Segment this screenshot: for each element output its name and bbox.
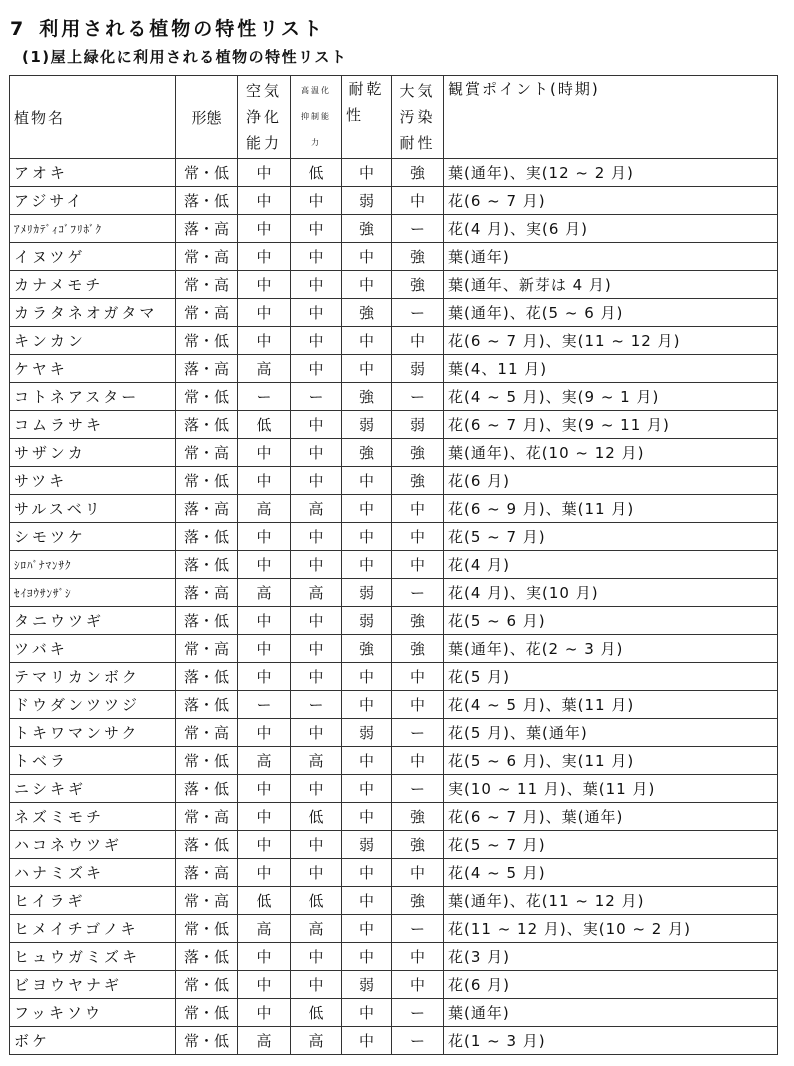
header-form: 形態 xyxy=(176,76,238,159)
header-drought-tolerance xyxy=(342,76,392,159)
header-line: 浄化 xyxy=(245,108,282,126)
cell-viewing-point: 葉(通年) xyxy=(444,999,778,1027)
cell-viewing-point: 花(1 ~ 3 月) xyxy=(444,1027,778,1055)
cell-air-purification: 中 xyxy=(238,943,291,971)
cell-form: 常・高 xyxy=(176,719,238,747)
section-heading xyxy=(10,14,325,41)
header-heat-suppression xyxy=(291,76,342,159)
cell-air-purification: 中 xyxy=(238,635,291,663)
cell-pollution-tolerance: 中 xyxy=(392,495,444,523)
cell-drought-tolerance: 中 xyxy=(342,1027,392,1055)
cell-drought-tolerance: 中 xyxy=(342,523,392,551)
cell-drought-tolerance: 中 xyxy=(342,551,392,579)
cell-air-purification: 低 xyxy=(238,411,291,439)
cell-plant-name: ケヤキ xyxy=(10,355,176,383)
cell-viewing-point: 花(6 月) xyxy=(444,971,778,999)
table-row xyxy=(10,691,778,719)
cell-drought-tolerance: 弱 xyxy=(342,831,392,859)
cell-viewing-point: 花(4 ~ 5 月)、葉(11 月) xyxy=(444,691,778,719)
cell-form: 常・高 xyxy=(176,243,238,271)
cell-drought-tolerance: 中 xyxy=(342,663,392,691)
cell-plant-name: ネズミモチ xyxy=(10,803,176,831)
cell-viewing-point: 花(4 ~ 5 月)、実(9 ~ 1 月) xyxy=(444,383,778,411)
cell-viewing-point: 葉(通年)、実(12 ~ 2 月) xyxy=(444,159,778,187)
cell-air-purification: ー xyxy=(238,691,291,719)
cell-form: 落・高 xyxy=(176,495,238,523)
table-row xyxy=(10,943,778,971)
cell-drought-tolerance: 強 xyxy=(342,439,392,467)
cell-viewing-point: 葉(通年) xyxy=(444,243,778,271)
cell-drought-tolerance: 中 xyxy=(342,915,392,943)
table-row xyxy=(10,551,778,579)
cell-plant-name: サツキ xyxy=(10,467,176,495)
cell-pollution-tolerance: 中 xyxy=(392,551,444,579)
cell-air-purification: 中 xyxy=(238,523,291,551)
cell-pollution-tolerance: 中 xyxy=(392,523,444,551)
cell-plant-name: ニシキギ xyxy=(10,775,176,803)
cell-pollution-tolerance: 強 xyxy=(392,159,444,187)
cell-plant-name: イヌツゲ xyxy=(10,243,176,271)
cell-heat-suppression: 中 xyxy=(291,271,342,299)
cell-heat-suppression: 中 xyxy=(291,831,342,859)
cell-drought-tolerance: 中 xyxy=(342,159,392,187)
cell-plant-name: ヒュウガミズキ xyxy=(10,943,176,971)
cell-heat-suppression: 中 xyxy=(291,439,342,467)
cell-viewing-point: 花(6 ~ 7 月) xyxy=(444,187,778,215)
cell-plant-name: アオキ xyxy=(10,159,176,187)
cell-heat-suppression: 低 xyxy=(291,159,342,187)
cell-pollution-tolerance: 強 xyxy=(392,831,444,859)
cell-pollution-tolerance: 強 xyxy=(392,467,444,495)
cell-heat-suppression: 中 xyxy=(291,775,342,803)
header-line: 能力 xyxy=(245,134,282,152)
cell-plant-name: カラタネオガタマ xyxy=(10,299,176,327)
cell-heat-suppression: 中 xyxy=(291,719,342,747)
cell-heat-suppression: 中 xyxy=(291,411,342,439)
cell-air-purification: 高 xyxy=(238,355,291,383)
cell-form: 落・低 xyxy=(176,691,238,719)
header-line: 高温化 xyxy=(301,86,331,95)
cell-plant-name: ビヨウヤナギ xyxy=(10,971,176,999)
cell-pollution-tolerance: 強 xyxy=(392,635,444,663)
header-line: 力 xyxy=(311,138,321,147)
table-row xyxy=(10,187,778,215)
cell-viewing-point: 花(6 ~ 9 月)、葉(11 月) xyxy=(444,495,778,523)
table-body xyxy=(10,159,778,1055)
cell-heat-suppression: 中 xyxy=(291,635,342,663)
cell-plant-name: ｾｲﾖｳｻﾝｻﾞｼ xyxy=(10,579,176,607)
cell-drought-tolerance: 中 xyxy=(342,943,392,971)
cell-viewing-point: 花(6 ~ 7 月)、実(9 ~ 11 月) xyxy=(444,411,778,439)
cell-pollution-tolerance: 中 xyxy=(392,971,444,999)
cell-drought-tolerance: 中 xyxy=(342,775,392,803)
cell-plant-name: ヒメイチゴノキ xyxy=(10,915,176,943)
cell-form: 常・高 xyxy=(176,271,238,299)
cell-plant-name: ｼﾛﾊﾞﾅﾏﾝｻｸ xyxy=(10,551,176,579)
cell-pollution-tolerance: 中 xyxy=(392,187,444,215)
cell-form: 常・低 xyxy=(176,971,238,999)
table-row xyxy=(10,747,778,775)
cell-heat-suppression: 低 xyxy=(291,999,342,1027)
cell-pollution-tolerance: ー xyxy=(392,383,444,411)
cell-form: 常・低 xyxy=(176,915,238,943)
table-row xyxy=(10,579,778,607)
cell-viewing-point: 花(5 ~ 6 月)、実(11 月) xyxy=(444,747,778,775)
cell-heat-suppression: 中 xyxy=(291,859,342,887)
cell-air-purification: 高 xyxy=(238,1027,291,1055)
cell-pollution-tolerance: ー xyxy=(392,719,444,747)
cell-heat-suppression: 低 xyxy=(291,887,342,915)
cell-drought-tolerance: 中 xyxy=(342,859,392,887)
cell-air-purification: 中 xyxy=(238,971,291,999)
table-row xyxy=(10,411,778,439)
cell-form: 落・低 xyxy=(176,187,238,215)
cell-viewing-point: 花(5 月)、葉(通年) xyxy=(444,719,778,747)
cell-heat-suppression: 中 xyxy=(291,299,342,327)
table-row xyxy=(10,607,778,635)
cell-plant-name: ツバキ xyxy=(10,635,176,663)
cell-plant-name: ボケ xyxy=(10,1027,176,1055)
cell-drought-tolerance: 強 xyxy=(342,215,392,243)
cell-plant-name: タニウツギ xyxy=(10,607,176,635)
cell-plant-name: シモツケ xyxy=(10,523,176,551)
header-line: 空気 xyxy=(245,82,282,100)
cell-viewing-point: 葉(通年)、花(5 ~ 6 月) xyxy=(444,299,778,327)
cell-plant-name: サザンカ xyxy=(10,439,176,467)
cell-air-purification: 高 xyxy=(238,495,291,523)
subsection-title: (1)屋上緑化に利用される植物の特性リスト xyxy=(22,48,348,66)
cell-pollution-tolerance: 中 xyxy=(392,859,444,887)
cell-plant-name: フッキソウ xyxy=(10,999,176,1027)
cell-drought-tolerance: 中 xyxy=(342,327,392,355)
cell-form: 常・低 xyxy=(176,999,238,1027)
cell-drought-tolerance: 中 xyxy=(342,803,392,831)
cell-viewing-point: 花(6 ~ 7 月)、実(11 ~ 12 月) xyxy=(444,327,778,355)
cell-drought-tolerance: 中 xyxy=(342,495,392,523)
plant-characteristics-table xyxy=(9,75,778,1055)
cell-heat-suppression: 中 xyxy=(291,467,342,495)
cell-viewing-point: 葉(通年)、花(10 ~ 12 月) xyxy=(444,439,778,467)
cell-form: 常・低 xyxy=(176,467,238,495)
table-row xyxy=(10,663,778,691)
cell-viewing-point: 実(10 ~ 11 月)、葉(11 月) xyxy=(444,775,778,803)
cell-heat-suppression: 中 xyxy=(291,971,342,999)
header-air-purification xyxy=(238,76,291,159)
cell-form: 落・高 xyxy=(176,215,238,243)
section-title: 利用される植物の特性リスト xyxy=(39,18,325,40)
cell-air-purification: 中 xyxy=(238,999,291,1027)
cell-heat-suppression: 高 xyxy=(291,495,342,523)
cell-air-purification: 中 xyxy=(238,775,291,803)
cell-viewing-point: 花(5 ~ 7 月) xyxy=(444,523,778,551)
cell-air-purification: 中 xyxy=(238,187,291,215)
cell-pollution-tolerance: 強 xyxy=(392,607,444,635)
cell-air-purification: 中 xyxy=(238,551,291,579)
cell-air-purification: 高 xyxy=(238,579,291,607)
cell-viewing-point: 花(4 月)、実(10 月) xyxy=(444,579,778,607)
cell-heat-suppression: 中 xyxy=(291,327,342,355)
cell-heat-suppression: 中 xyxy=(291,607,342,635)
table-row xyxy=(10,159,778,187)
cell-pollution-tolerance: ー xyxy=(392,999,444,1027)
cell-viewing-point: 葉(通年、新芽は 4 月) xyxy=(444,271,778,299)
cell-viewing-point: 葉(通年)、花(2 ~ 3 月) xyxy=(444,635,778,663)
cell-pollution-tolerance: ー xyxy=(392,215,444,243)
cell-heat-suppression: 高 xyxy=(291,915,342,943)
cell-drought-tolerance: 中 xyxy=(342,747,392,775)
cell-plant-name: キンカン xyxy=(10,327,176,355)
cell-plant-name: ハナミズキ xyxy=(10,859,176,887)
cell-pollution-tolerance: 強 xyxy=(392,271,444,299)
cell-air-purification: 中 xyxy=(238,607,291,635)
cell-air-purification: 中 xyxy=(238,467,291,495)
cell-pollution-tolerance: ー xyxy=(392,299,444,327)
header-line: 汚染 xyxy=(399,108,436,126)
cell-viewing-point: 花(5 ~ 6 月) xyxy=(444,607,778,635)
table-row xyxy=(10,383,778,411)
cell-air-purification: 中 xyxy=(238,663,291,691)
cell-heat-suppression: 中 xyxy=(291,523,342,551)
cell-drought-tolerance: 強 xyxy=(342,635,392,663)
cell-heat-suppression: 高 xyxy=(291,579,342,607)
table-row xyxy=(10,215,778,243)
cell-viewing-point: 花(6 ~ 7 月)、葉(通年) xyxy=(444,803,778,831)
cell-form: 落・低 xyxy=(176,551,238,579)
cell-plant-name: コトネアスター xyxy=(10,383,176,411)
cell-pollution-tolerance: 強 xyxy=(392,439,444,467)
table-row xyxy=(10,271,778,299)
cell-heat-suppression: 中 xyxy=(291,943,342,971)
cell-air-purification: 中 xyxy=(238,719,291,747)
cell-form: 常・高 xyxy=(176,299,238,327)
cell-air-purification: 中 xyxy=(238,327,291,355)
cell-viewing-point: 花(4 月)、実(6 月) xyxy=(444,215,778,243)
cell-drought-tolerance: 中 xyxy=(342,887,392,915)
cell-form: 常・低 xyxy=(176,1027,238,1055)
cell-plant-name: ｱﾒﾘｶﾃﾞｨｺﾞﾌﾘﾎﾞｸ xyxy=(10,215,176,243)
header-viewing-point: 観賞ポイント(時期) xyxy=(444,76,778,159)
cell-pollution-tolerance: 強 xyxy=(392,243,444,271)
cell-heat-suppression: 中 xyxy=(291,215,342,243)
cell-form: 落・高 xyxy=(176,859,238,887)
cell-air-purification: 中 xyxy=(238,299,291,327)
header-line: 耐性 xyxy=(399,134,436,152)
cell-viewing-point: 花(4 月) xyxy=(444,551,778,579)
cell-heat-suppression: 中 xyxy=(291,243,342,271)
header-pollution-tolerance xyxy=(392,76,444,159)
cell-pollution-tolerance: ー xyxy=(392,915,444,943)
table-row xyxy=(10,971,778,999)
table-row xyxy=(10,523,778,551)
table-row xyxy=(10,495,778,523)
table-row xyxy=(10,439,778,467)
header-plant-name: 植物名 xyxy=(10,76,176,159)
table-row xyxy=(10,831,778,859)
table-row xyxy=(10,467,778,495)
cell-drought-tolerance: 中 xyxy=(342,355,392,383)
cell-pollution-tolerance: 強 xyxy=(392,803,444,831)
cell-air-purification: ー xyxy=(238,383,291,411)
header-line: 耐乾 xyxy=(348,80,385,98)
cell-viewing-point: 葉(通年)、花(11 ~ 12 月) xyxy=(444,887,778,915)
cell-form: 落・低 xyxy=(176,523,238,551)
cell-pollution-tolerance: ー xyxy=(392,579,444,607)
cell-pollution-tolerance: 中 xyxy=(392,747,444,775)
cell-heat-suppression: 中 xyxy=(291,355,342,383)
cell-plant-name: トベラ xyxy=(10,747,176,775)
cell-drought-tolerance: 中 xyxy=(342,467,392,495)
cell-viewing-point: 花(5 月) xyxy=(444,663,778,691)
cell-form: 常・低 xyxy=(176,159,238,187)
cell-air-purification: 低 xyxy=(238,887,291,915)
table-row xyxy=(10,999,778,1027)
cell-viewing-point: 花(3 月) xyxy=(444,943,778,971)
cell-form: 落・低 xyxy=(176,831,238,859)
table-row xyxy=(10,635,778,663)
cell-air-purification: 高 xyxy=(238,915,291,943)
table-header-row xyxy=(10,76,778,159)
cell-drought-tolerance: 弱 xyxy=(342,719,392,747)
cell-plant-name: ハコネウツギ xyxy=(10,831,176,859)
cell-form: 常・高 xyxy=(176,635,238,663)
table-row xyxy=(10,915,778,943)
cell-plant-name: サルスベリ xyxy=(10,495,176,523)
cell-air-purification: 高 xyxy=(238,747,291,775)
cell-plant-name: アジサイ xyxy=(10,187,176,215)
cell-form: 落・高 xyxy=(176,579,238,607)
cell-form: 落・低 xyxy=(176,663,238,691)
section-number: 7 xyxy=(10,18,24,40)
cell-air-purification: 中 xyxy=(238,803,291,831)
cell-plant-name: トキワマンサク xyxy=(10,719,176,747)
cell-form: 落・低 xyxy=(176,775,238,803)
cell-pollution-tolerance: 弱 xyxy=(392,411,444,439)
cell-viewing-point: 花(5 ~ 7 月) xyxy=(444,831,778,859)
cell-form: 落・低 xyxy=(176,607,238,635)
cell-pollution-tolerance: 弱 xyxy=(392,355,444,383)
cell-form: 常・低 xyxy=(176,327,238,355)
cell-form: 常・高 xyxy=(176,887,238,915)
table-row xyxy=(10,719,778,747)
cell-drought-tolerance: 中 xyxy=(342,999,392,1027)
cell-drought-tolerance: 中 xyxy=(342,243,392,271)
cell-viewing-point: 花(6 月) xyxy=(444,467,778,495)
cell-air-purification: 中 xyxy=(238,215,291,243)
cell-heat-suppression: 中 xyxy=(291,663,342,691)
cell-heat-suppression: 中 xyxy=(291,187,342,215)
cell-pollution-tolerance: 中 xyxy=(392,691,444,719)
cell-air-purification: 中 xyxy=(238,271,291,299)
cell-plant-name: ヒイラギ xyxy=(10,887,176,915)
cell-heat-suppression: 中 xyxy=(291,551,342,579)
cell-air-purification: 中 xyxy=(238,243,291,271)
table-row xyxy=(10,355,778,383)
cell-heat-suppression: ー xyxy=(291,691,342,719)
cell-air-purification: 中 xyxy=(238,859,291,887)
cell-viewing-point: 花(11 ~ 12 月)、実(10 ~ 2 月) xyxy=(444,915,778,943)
header-line: 大気 xyxy=(399,82,436,100)
cell-heat-suppression: ー xyxy=(291,383,342,411)
table-row xyxy=(10,803,778,831)
cell-drought-tolerance: 弱 xyxy=(342,971,392,999)
cell-form: 落・低 xyxy=(176,411,238,439)
cell-air-purification: 中 xyxy=(238,831,291,859)
table-row xyxy=(10,859,778,887)
cell-viewing-point: 花(4 ~ 5 月) xyxy=(444,859,778,887)
cell-plant-name: テマリカンボク xyxy=(10,663,176,691)
cell-drought-tolerance: 強 xyxy=(342,383,392,411)
cell-drought-tolerance: 弱 xyxy=(342,579,392,607)
table-row xyxy=(10,775,778,803)
cell-heat-suppression: 高 xyxy=(291,747,342,775)
table-row xyxy=(10,299,778,327)
table-row xyxy=(10,887,778,915)
cell-drought-tolerance: 弱 xyxy=(342,607,392,635)
cell-drought-tolerance: 弱 xyxy=(342,411,392,439)
cell-drought-tolerance: 中 xyxy=(342,271,392,299)
cell-heat-suppression: 高 xyxy=(291,1027,342,1055)
cell-air-purification: 中 xyxy=(238,439,291,467)
header-line: 性 xyxy=(346,106,365,124)
cell-pollution-tolerance: 中 xyxy=(392,327,444,355)
cell-drought-tolerance: 中 xyxy=(342,691,392,719)
cell-plant-name: コムラサキ xyxy=(10,411,176,439)
cell-pollution-tolerance: 中 xyxy=(392,663,444,691)
cell-pollution-tolerance: ー xyxy=(392,1027,444,1055)
cell-air-purification: 中 xyxy=(238,159,291,187)
cell-plant-name: カナメモチ xyxy=(10,271,176,299)
table-row xyxy=(10,1027,778,1055)
table-row xyxy=(10,243,778,271)
cell-form: 常・高 xyxy=(176,803,238,831)
cell-pollution-tolerance: 中 xyxy=(392,943,444,971)
cell-heat-suppression: 低 xyxy=(291,803,342,831)
cell-form: 落・低 xyxy=(176,943,238,971)
cell-viewing-point: 葉(4、11 月) xyxy=(444,355,778,383)
cell-pollution-tolerance: ー xyxy=(392,775,444,803)
cell-form: 常・低 xyxy=(176,747,238,775)
table-row xyxy=(10,327,778,355)
cell-form: 常・高 xyxy=(176,439,238,467)
cell-pollution-tolerance: 強 xyxy=(392,887,444,915)
cell-form: 落・高 xyxy=(176,355,238,383)
cell-drought-tolerance: 強 xyxy=(342,299,392,327)
cell-form: 常・低 xyxy=(176,383,238,411)
cell-drought-tolerance: 弱 xyxy=(342,187,392,215)
cell-plant-name: ドウダンツツジ xyxy=(10,691,176,719)
header-line: 抑制能 xyxy=(301,112,331,121)
